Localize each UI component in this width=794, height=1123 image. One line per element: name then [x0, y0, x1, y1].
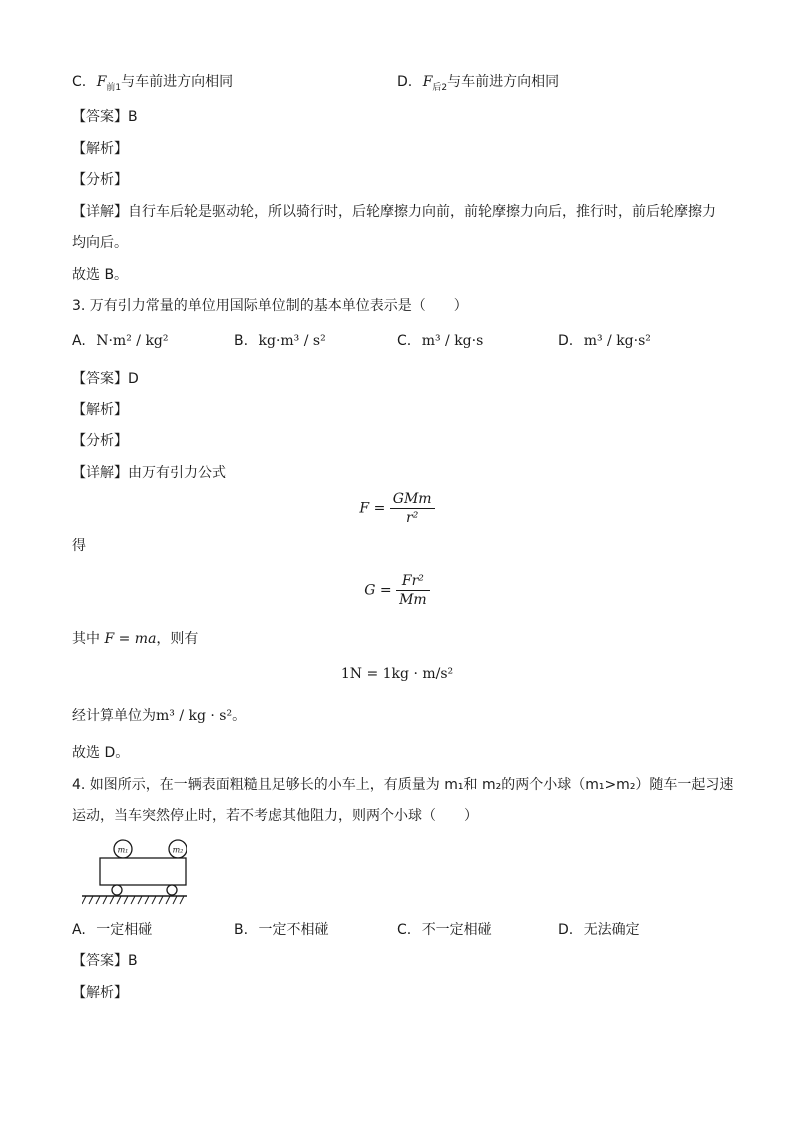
q3-calc-unit: m³ / kg · s²: [156, 708, 233, 724]
q3-fenxi: 【分析】: [72, 433, 128, 449]
q2-option-d-text: 与车前进方向相同: [447, 74, 560, 90]
cart-with-balls-figure: [82, 836, 187, 910]
q3-option-c-label: C.: [397, 333, 412, 349]
q2-fenxi: 【分析】: [72, 172, 128, 188]
q2-option-c-text: 与车前进方向相同: [121, 74, 234, 90]
formula-newton-unit: 1N = 1kg · m/s²: [340, 666, 454, 682]
formula1-fraction: [390, 490, 435, 527]
q2-conclusion: 故选 B。: [72, 267, 129, 283]
q4-option-c: [397, 920, 492, 940]
cart-body: [100, 858, 186, 885]
q3-qizhong-suffix: ，则有: [156, 631, 199, 647]
ball-m1-label: m₁: [117, 845, 129, 855]
q4-option-a-text: 一定相碰: [96, 922, 153, 938]
q3-option-c: [397, 331, 483, 351]
q2-option-d-symbol: F: [422, 74, 433, 90]
q2-option-d: [397, 72, 559, 94]
ball-m2-label: m₂: [172, 845, 184, 855]
formula1-lhs: F =: [359, 500, 386, 517]
q4-stem-line1: 4. 如图所示，在一辆表面粗糙且足够长的小车上，有质量为 m₁和 m₂的两个小球（m₁>m₂）随车一起习速: [72, 777, 734, 793]
q3-qizhong-formula: F = ma: [104, 631, 157, 647]
formula1-numerator: GMm: [390, 490, 435, 509]
q3-jiexi: 【解析】: [72, 402, 128, 418]
q4-option-d-label: D.: [558, 922, 574, 938]
q3-option-a-label: A.: [72, 333, 86, 349]
q4-answer: 【答案】B: [72, 953, 138, 969]
q2-detail-line1: 【详解】自行车后轮是驱动轮，所以骑行时，后轮摩擦力向前，前轮摩擦力向后，推行时，前后轮摩擦力: [72, 204, 716, 220]
cart-wheel-left: [112, 885, 122, 895]
q3-stem: 3. 万有引力常量的单位用国际单位制的基本单位表示是（ ）: [72, 298, 468, 314]
q2-answer: 【答案】B: [72, 109, 138, 125]
q4-stem-line2: 运动，当车突然停止时，若不考虑其他阻力，则两个小球（ ）: [72, 808, 478, 824]
q3-option-b: [234, 331, 326, 351]
q3-option-d: [558, 331, 651, 351]
formula2-denominator: Mm: [399, 592, 427, 608]
q2-option-c-sub: 前1: [106, 83, 122, 93]
formula-gravitation: [0, 490, 794, 530]
q3-detail-intro: 【详解】由万有引力公式: [72, 465, 226, 481]
q4-option-d: [558, 920, 640, 940]
q4-option-a-label: A.: [72, 922, 86, 938]
q3-option-a: [72, 331, 169, 351]
q3-option-b-text: kg·m³ / s²: [258, 333, 326, 349]
q3-calc: [72, 706, 246, 726]
q3-answer: 【答案】D: [72, 371, 139, 387]
ground-hatching: [82, 896, 184, 904]
q2-option-d-label: D.: [397, 74, 413, 90]
formula2-fraction: [396, 572, 430, 609]
q3-qizhong: [72, 629, 198, 649]
q2-option-c-label: C.: [72, 74, 87, 90]
cart-wheel-right: [167, 885, 177, 895]
q3-option-d-label: D.: [558, 333, 574, 349]
q2-detail-line2: 均向后。: [72, 235, 128, 251]
q3-calc-suffix: 。: [232, 708, 247, 724]
q4-option-c-label: C.: [397, 922, 412, 938]
q2-jiexi: 【解析】: [72, 141, 128, 157]
q4-option-a: [72, 920, 152, 940]
q3-option-a-text: N·m² / kg²: [96, 333, 169, 349]
formula1-denominator: r²: [406, 510, 419, 526]
q4-option-c-text: 不一定相碰: [421, 922, 492, 938]
q4-option-b-label: B.: [234, 922, 249, 938]
q4-option-b: [234, 920, 329, 940]
q4-option-b-text: 一定不相碰: [258, 922, 329, 938]
q3-option-c-text: m³ / kg·s: [421, 333, 484, 349]
q3-conclusion: 故选 D。: [72, 745, 130, 761]
formula-g-constant: [0, 572, 794, 612]
formula2-lhs: G =: [364, 582, 392, 599]
formula2-numerator: Fr²: [396, 572, 430, 591]
q2-option-c-symbol: F: [96, 74, 107, 90]
q3-calc-prefix: 经计算单位为: [72, 708, 156, 724]
q3-de: 得: [72, 538, 86, 554]
q3-qizhong-prefix: 其中: [72, 631, 100, 647]
q3-option-d-text: m³ / kg·s²: [583, 333, 651, 349]
q4-jiexi: 【解析】: [72, 985, 128, 1001]
q3-option-b-label: B.: [234, 333, 249, 349]
q4-option-d-text: 无法确定: [583, 922, 640, 938]
q2-option-c: [72, 72, 233, 94]
q2-option-d-sub: 后2: [432, 83, 448, 93]
